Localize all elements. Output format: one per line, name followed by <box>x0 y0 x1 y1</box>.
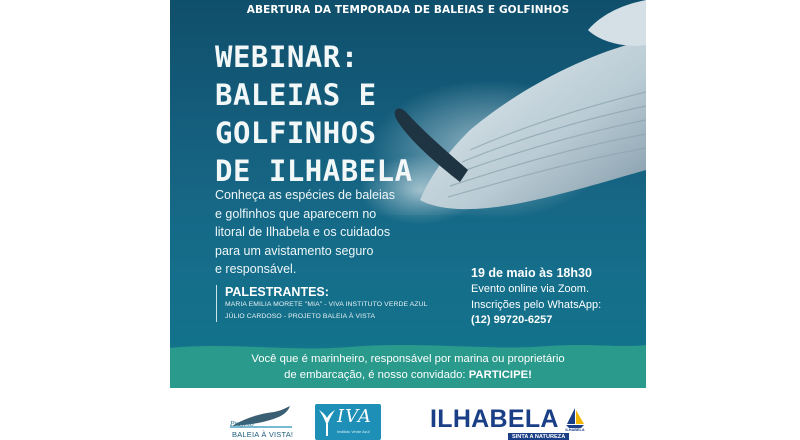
speaker-item: MARIA EMILIA MORETE "MIA" - VIVA INSTITUTO VERDE AZUL <box>225 301 428 308</box>
sailboat-icon <box>562 406 588 430</box>
participate-cta: PARTICIPE! <box>468 369 532 381</box>
logo-word: ILHABELA <box>430 405 559 433</box>
description <box>215 186 415 279</box>
event-date: 19 de maio às 18h30 <box>471 266 592 280</box>
whatsapp-phone[interactable]: (12) 99720-6257 <box>471 314 553 327</box>
webinar-title <box>215 38 435 190</box>
logo-subtext: Instituto Verde Azul <box>337 430 370 434</box>
title-line: GOLFINHOS <box>215 116 377 150</box>
description-line: e golfinhos que aparecem no <box>215 206 377 221</box>
logo-baleia-a-vista <box>228 406 294 440</box>
logo-iva <box>315 404 381 440</box>
event-info <box>471 266 641 329</box>
speaker-item: JÚLIO CARDOSO - PROJETO BALEIA À VISTA <box>225 312 376 320</box>
title-line: WEBINAR: <box>215 40 359 74</box>
logo-tagline: SINTA A NATUREZA <box>508 433 569 440</box>
event-online: Evento online via Zoom. <box>471 282 590 295</box>
description-line: para um avistamento seguro <box>215 243 374 258</box>
topline-heading: ABERTURA DA TEMPORADA DE BALEIAS E GOLFINHOS <box>246 4 570 16</box>
partner-logos-footer <box>170 388 646 440</box>
invite-line <box>170 367 646 383</box>
description-line: litoral de Ilhabela e os cuidados <box>215 225 391 240</box>
logo-ilhabela-sailboat <box>562 406 588 440</box>
invite-prefix: de embarcação, é nosso convidado: <box>284 369 469 381</box>
description-line: e responsável. <box>215 262 297 277</box>
invite-message <box>170 351 646 383</box>
logo-name-text: BALEIA À VISTA! <box>232 430 294 439</box>
logo-script-text: Projeto <box>230 420 254 428</box>
title-line: BALEIAS E <box>215 78 377 112</box>
speakers-block <box>216 285 428 322</box>
logo-word: IVA <box>337 406 372 427</box>
description-line: Conheça as espécies de baleias <box>215 188 395 202</box>
whale-tail-icon <box>315 404 339 440</box>
speakers-title: PALESTRANTES: <box>225 285 329 299</box>
invite-line: Você que é marinheiro, responsável por marina ou proprietário <box>251 353 565 365</box>
event-signup: Inscrições pelo WhatsApp: <box>471 298 602 311</box>
webinar-poster <box>170 0 646 440</box>
title-line: DE ILHABELA <box>215 154 413 188</box>
logo-small-text: ILHABELA <box>565 428 585 432</box>
